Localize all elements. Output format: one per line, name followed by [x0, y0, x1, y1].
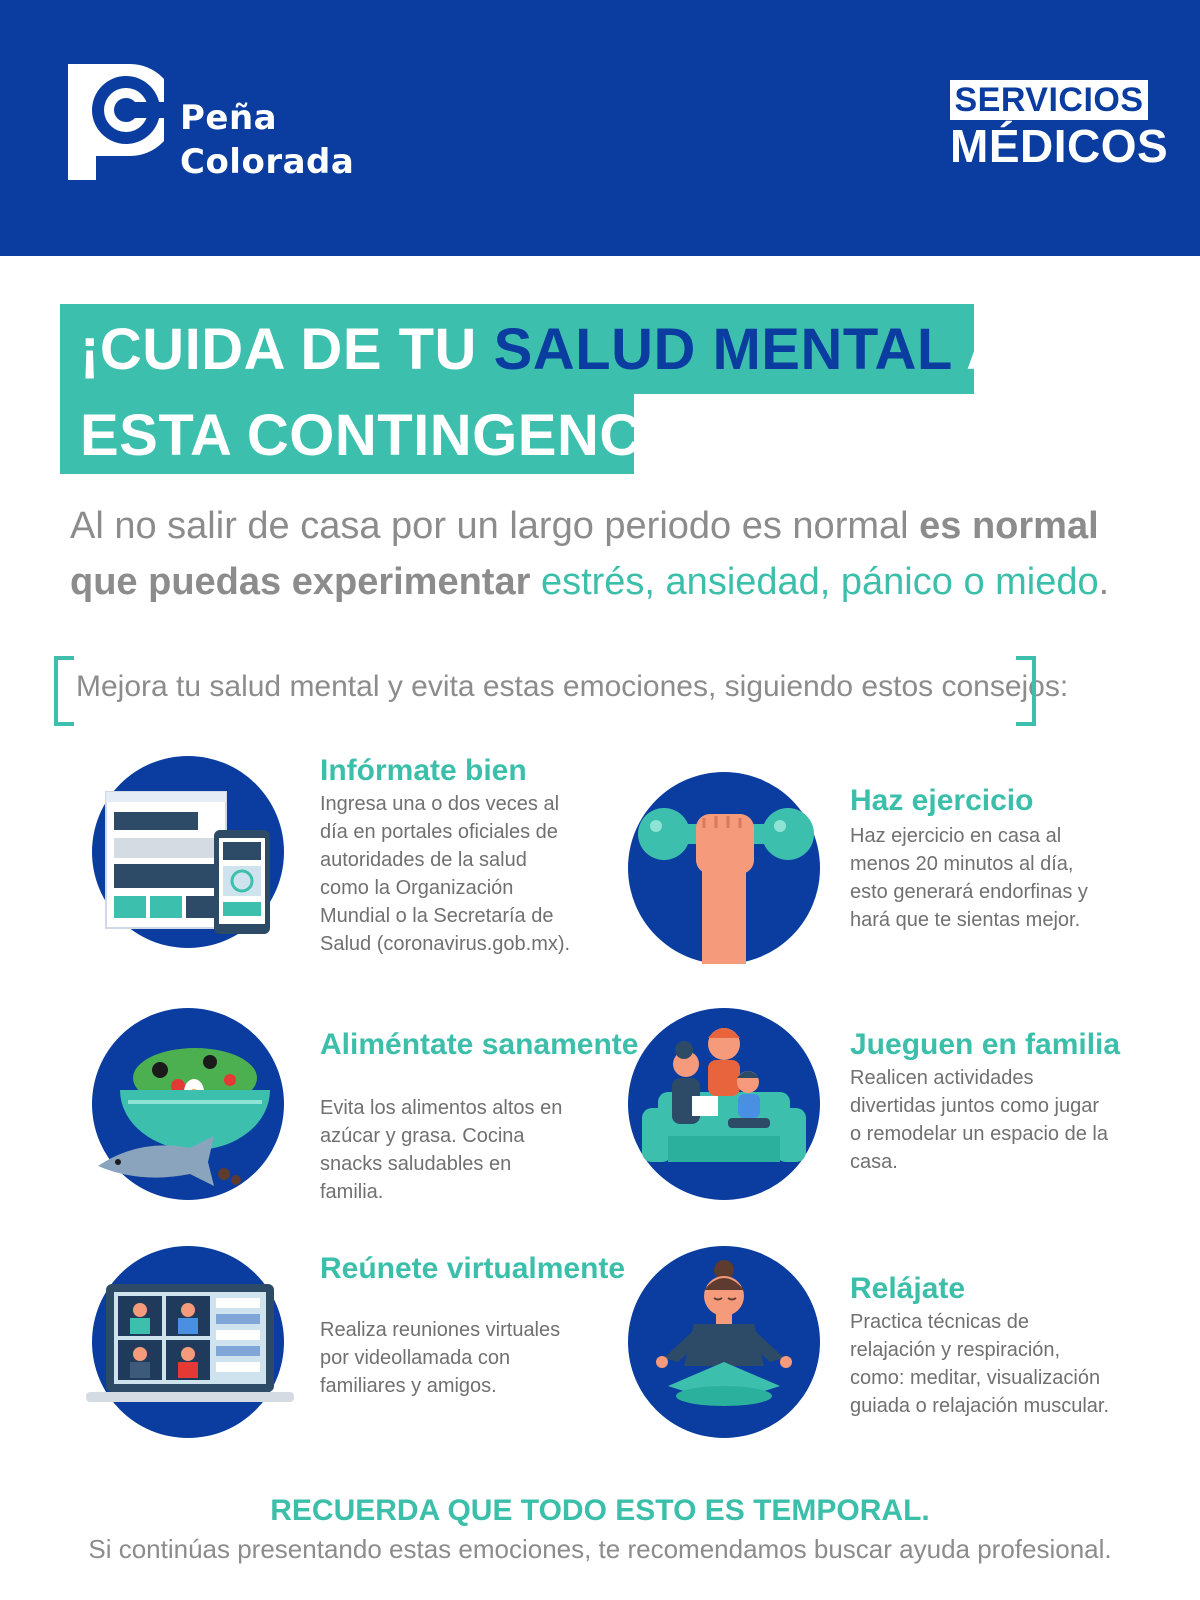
page-title-line-2: ESTA CONTINGENCIA!	[80, 403, 721, 468]
left-bracket	[54, 656, 74, 726]
intro-text: Al no salir de casa por un largo periodo es normal	[70, 505, 920, 547]
services-badge	[950, 80, 1169, 172]
page-title-line-1	[80, 316, 1126, 383]
family-sofa-icon	[628, 1008, 820, 1200]
title-highlight: SALUD MENTAL	[493, 317, 952, 382]
video-call-laptop-icon	[86, 1282, 294, 1406]
tip-title-1: Infórmate bien	[320, 754, 527, 787]
title-post: ANTE	[951, 317, 1127, 382]
intro-bold: es normal que puedas experimentar	[70, 505, 1099, 603]
tip-body-4: Realicen actividades divertidas juntos como jugar o remodelar un espacio de la casa.	[850, 1067, 1108, 1173]
tip-body-6: Practica técnicas de relajación y respiración, como: meditar, visualización guiada o relajación muscular.	[850, 1311, 1110, 1417]
footer-note: Si continúas presentando estas emociones, te recomendamos buscar ayuda profesional.	[88, 1534, 1112, 1564]
tip-body-5: Realiza reuniones virtuales por videollamada con familiares y amigos.	[320, 1319, 561, 1397]
medicos-label: MÉDICOS	[950, 120, 1169, 172]
news-portal-icon	[104, 790, 282, 940]
intro-paragraph	[70, 498, 1130, 610]
meditation-icon	[628, 1246, 820, 1438]
title-pre: ¡CUIDA DE TU	[80, 317, 494, 382]
right-bracket	[1016, 656, 1036, 726]
tip-body-3: Evita los alimentos altos en azúcar y grasa. Cocina snacks saludables en familia.	[320, 1097, 563, 1203]
header-banner	[0, 0, 1200, 256]
tips-intro: Mejora tu salud mental y evita estas emociones, siguiendo estos consejos:	[76, 670, 1069, 703]
pena-colorada-logo-icon	[68, 64, 164, 180]
tip-title-4: Jueguen en familia	[850, 1028, 1121, 1061]
tip-title-3: Aliméntate sanamente	[320, 1028, 639, 1061]
intro-end: .	[1098, 561, 1110, 603]
tip-title-6: Relájate	[850, 1272, 966, 1305]
tip-body-2: Haz ejercicio en casa al menos 20 minutos al día, esto generará endorfinas y hará que te sientas mejor.	[850, 825, 1088, 931]
tip-body-1: Ingresa una o dos veces al día en portales oficiales de autoridades de la salud como la Organización Mundial o la Secretaría de Salud (coronavirus.gob.mx).	[320, 793, 571, 955]
tip-title-5: Reúnete virtualmente	[320, 1252, 626, 1285]
remember-heading: RECUERDA QUE TODO ESTO ES TEMPORAL.	[270, 1494, 930, 1527]
tip-title-2: Haz ejercicio	[850, 784, 1034, 817]
salad-bowl-icon	[90, 1026, 290, 1196]
intro-emotions: estrés, ansiedad, pánico o miedo	[540, 561, 1099, 603]
dumbbell-icon	[628, 772, 820, 964]
brand-name	[180, 96, 354, 184]
brand-line-2: Colorada	[180, 142, 355, 182]
services-label: SERVICIOS	[950, 80, 1148, 120]
brand-line-1: Peña	[180, 98, 278, 138]
